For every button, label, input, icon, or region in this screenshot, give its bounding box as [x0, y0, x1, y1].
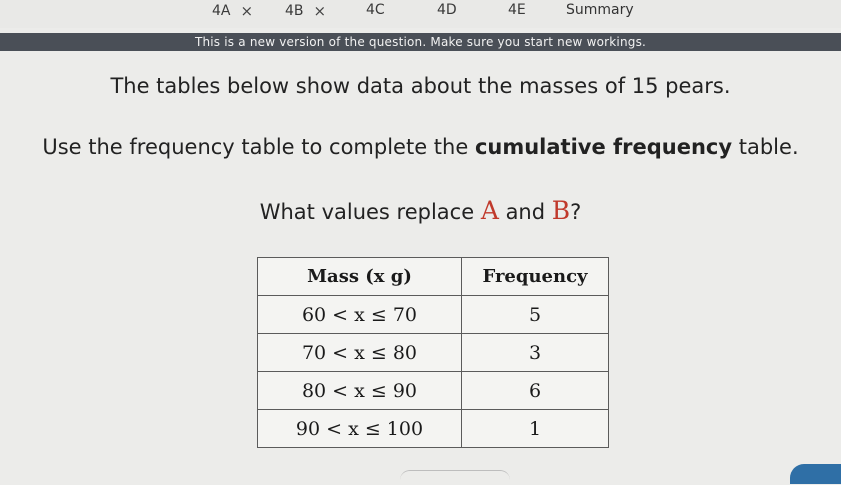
- instruction-text: Use the frequency table to complete the: [42, 135, 475, 159]
- close-icon[interactable]: ×: [240, 2, 254, 20]
- question-instruction: [0, 130, 841, 164]
- table-row: [258, 410, 609, 448]
- tab-label: 4B: [285, 3, 304, 19]
- tab-4d[interactable]: [437, 2, 457, 18]
- letter-a: A: [480, 196, 499, 225]
- question-prompt: [0, 196, 841, 225]
- tab-bar: [0, 0, 841, 28]
- mass-cell: 90 < x ≤ 100: [258, 410, 462, 448]
- table-header-row: [258, 258, 609, 296]
- table-row: [258, 334, 609, 372]
- tab-label: 4A: [212, 3, 231, 19]
- mass-cell: 60 < x ≤ 70: [258, 296, 462, 334]
- frequency-cell: 6: [462, 372, 609, 410]
- instruction-text-end: table.: [732, 135, 799, 159]
- close-icon[interactable]: ×: [313, 2, 327, 20]
- tab-label: 4D: [437, 2, 457, 18]
- prompt-text: What values replace: [259, 200, 481, 224]
- frequency-cell: 1: [462, 410, 609, 448]
- tab-label: 4C: [366, 2, 385, 18]
- table-row: [258, 296, 609, 334]
- mass-cell: 80 < x ≤ 90: [258, 372, 462, 410]
- table-row: [258, 372, 609, 410]
- tab-label: Summary: [566, 2, 634, 18]
- tab-4b[interactable]: [285, 2, 326, 20]
- prompt-text-mid: and: [498, 200, 552, 224]
- header-mass: Mass (x g): [258, 258, 462, 296]
- frequency-cell: 5: [462, 296, 609, 334]
- tab-summary[interactable]: [566, 2, 634, 18]
- letter-b: B: [551, 196, 571, 225]
- tab-label: 4E: [508, 2, 526, 18]
- tab-4c[interactable]: [366, 2, 385, 18]
- question-intro: The tables below show data about the masses of 15 pears.: [110, 74, 731, 98]
- mass-cell: 70 < x ≤ 80: [258, 334, 462, 372]
- header-frequency: Frequency: [462, 258, 609, 296]
- instruction-bold: cumulative frequency: [474, 135, 733, 159]
- tab-4e[interactable]: [508, 2, 526, 18]
- new-version-banner: [0, 33, 841, 51]
- banner-text: This is a new version of the question. Make sure you start new workings.: [194, 35, 647, 49]
- corner-button[interactable]: [790, 464, 841, 484]
- prompt-text-end: ?: [570, 200, 582, 224]
- frequency-cell: 3: [462, 334, 609, 372]
- frequency-table: [257, 257, 609, 448]
- next-table-edge: [400, 470, 510, 485]
- tab-4a[interactable]: [212, 2, 253, 20]
